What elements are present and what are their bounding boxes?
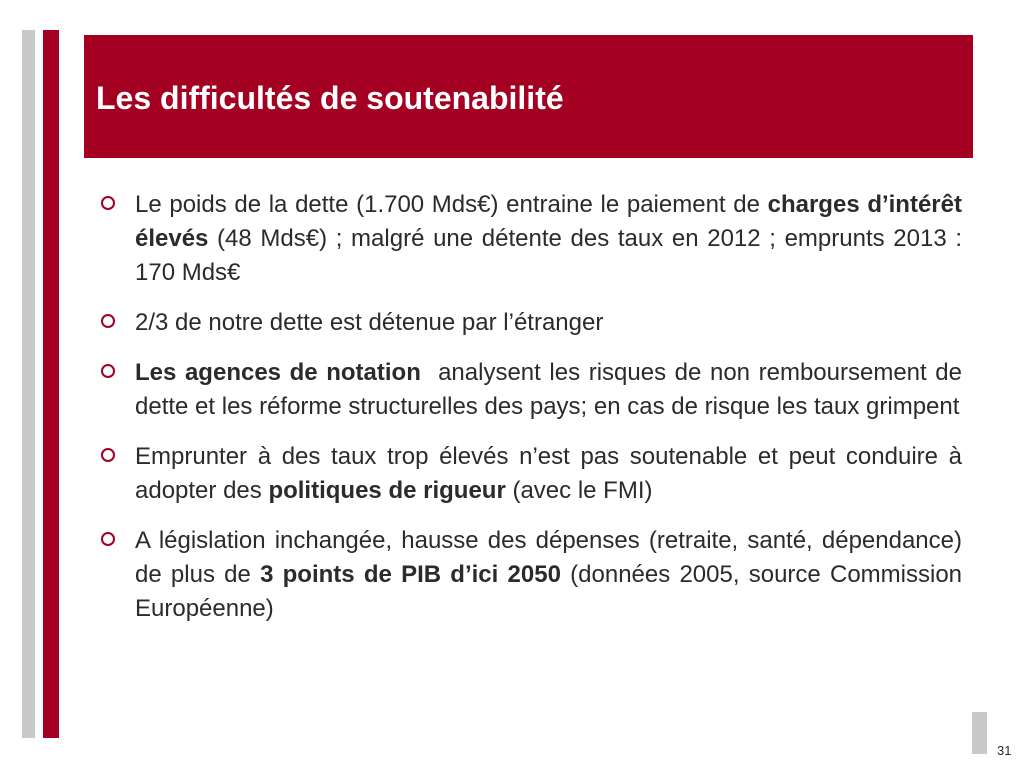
- bullet-text: [135, 306, 962, 340]
- bullet-text: [135, 188, 962, 290]
- bullet-segment: 2/3 de notre dette est détenue par l’étranger: [135, 309, 604, 336]
- bullet-item: [100, 306, 962, 340]
- bullet-item: [100, 356, 969, 424]
- hollow-circle-icon: [101, 448, 115, 462]
- bullet-item: [100, 188, 962, 290]
- bullet-segment: analysent les risques de non remboursement de dette et les réforme structurelles des pays; en cas de risque les taux grimpent: [135, 359, 969, 420]
- bullet-text: [135, 440, 962, 508]
- hollow-circle-icon: [101, 314, 115, 328]
- title-band: [84, 35, 973, 158]
- bullet-segment-bold: charges d’intérêt élevés: [135, 191, 962, 252]
- bullet-segment: (48 Mds€) ; malgré une détente des taux en 2012 ; emprunts 2013 : 170 Mds€: [135, 225, 962, 286]
- bullet-segment: A législation inchangée, hausse des dépenses (retraite, santé, dépendance) de plus de: [135, 527, 962, 588]
- corner-gray-bar: [972, 712, 987, 754]
- bullet-segment-bold: politiques de rigueur: [268, 477, 506, 504]
- bullet-segment: (données 2005, source Commission Européenne): [135, 561, 963, 622]
- left-red-bar: [43, 30, 59, 738]
- page-number: 31: [997, 743, 1012, 758]
- bullet-item: [100, 524, 962, 626]
- bullet-segment-bold: Les agences de notation: [135, 359, 421, 386]
- left-gray-bar: [22, 30, 35, 738]
- bullet-segment: (avec le FMI): [505, 477, 653, 504]
- bullet-list: [100, 188, 969, 642]
- hollow-circle-icon: [101, 364, 115, 378]
- hollow-circle-icon: [101, 532, 115, 546]
- bullet-segment: Emprunter à des taux trop élevés n’est pas soutenable et peut conduire à adopter des: [135, 443, 962, 504]
- bullet-item: [100, 440, 962, 508]
- bullet-segment-bold: 3 points de PIB d’ici 2050: [260, 561, 561, 588]
- bullet-text: [135, 524, 962, 626]
- bullet-segment: Le poids de la dette (1.700 Mds€) entraine le paiement de: [135, 191, 768, 218]
- hollow-circle-icon: [101, 196, 115, 210]
- bullet-text: [135, 356, 969, 424]
- slide-title: Les difficultés de soutenabilité: [96, 80, 564, 116]
